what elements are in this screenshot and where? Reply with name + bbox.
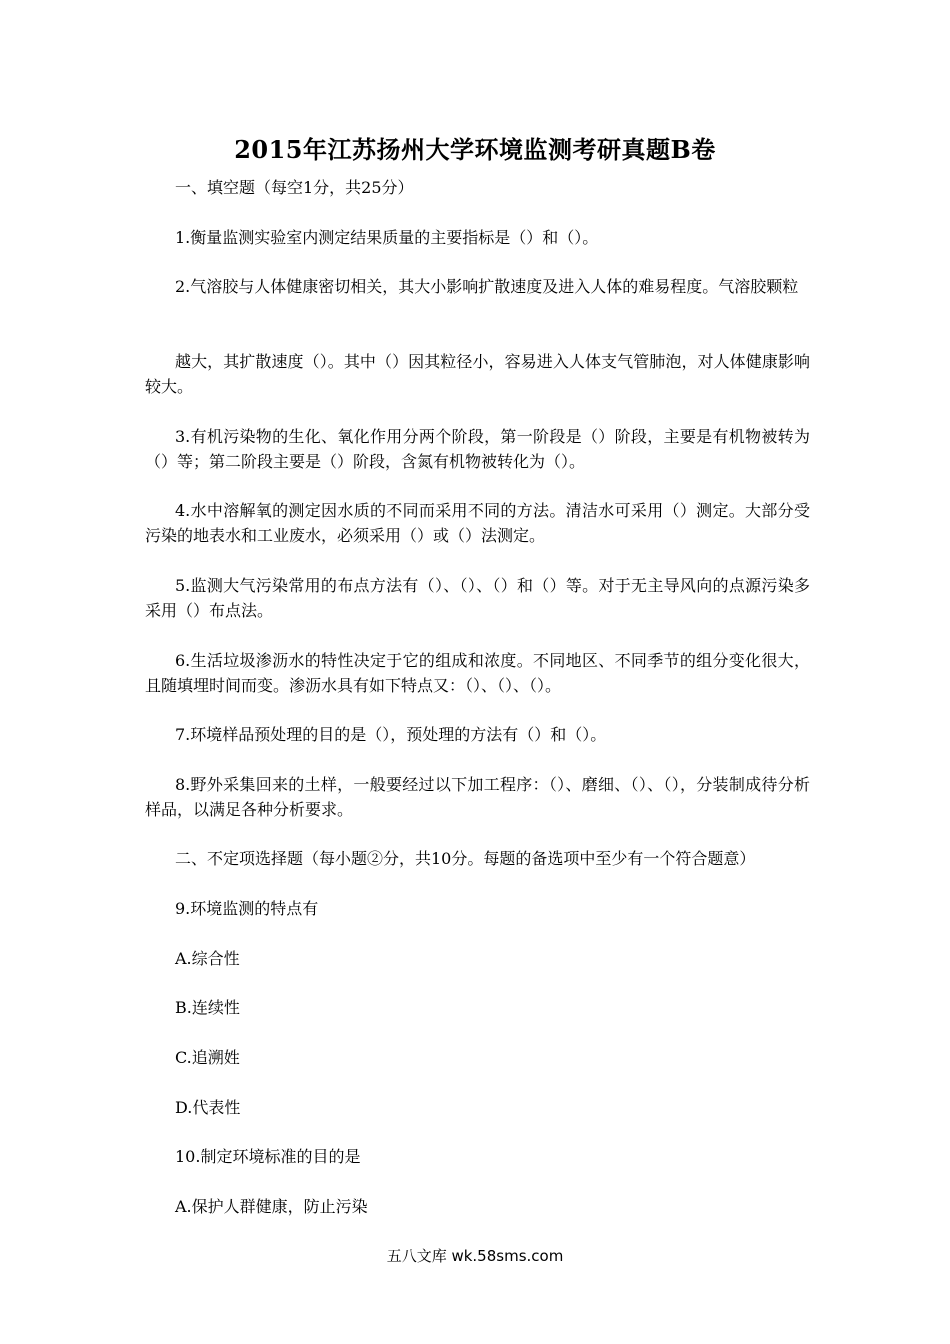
question-9: 9.环境监测的特点有	[175, 899, 319, 918]
question-2-part-1: 2.气溶胶与人体健康密切相关，其大小影响扩散速度及进入人体的难易程度。气溶胶颗粒	[175, 277, 799, 296]
section-heading-fill-in: 一、填空题（每空1分，共25分）	[175, 178, 414, 197]
question-1: 1.衡量监测实验室内测定结果质量的主要指标是（）和（）。	[175, 228, 599, 247]
question-4: 4.水中溶解氧的测定因水质的不同而采用不同的方法。清洁水可采用（）测定。大部分受污染的地表水和工业废水，必须采用（）或（）法测定。	[145, 501, 810, 545]
question-10-option-a: A.保护人群健康，防止污染	[175, 1197, 368, 1216]
question-6: 6.生活垃圾渗沥水的特性决定于它的组成和浓度。不同地区、不同季节的组分变化很大，且随填埋时间而变。渗沥水具有如下特点又：（）、（）、（）。	[145, 651, 810, 695]
question-3: 3.有机污染物的生化、氧化作用分两个阶段，第一阶段是（）阶段，主要是有机物被转为（）等；第二阶段主要是（）阶段，含氮有机物被转化为（）。	[145, 427, 810, 471]
question-9-option-b: B.连续性	[175, 998, 240, 1017]
question-9-option-d: D.代表性	[175, 1098, 241, 1117]
question-2-part-2: 越大，其扩散速度（）。其中（）因其粒径小，容易进入人体支气管肺泡，对人体健康影响较大。	[145, 352, 810, 396]
question-5: 5.监测大气污染常用的布点方法有（）、（）、（）和（）等。对于无主导风向的点源污染多采用（）布点法。	[145, 576, 810, 620]
question-9-option-c: C.追溯姓	[175, 1048, 240, 1067]
page-title: 2015年江苏扬州大学环境监测考研真题B卷	[234, 135, 716, 164]
page-footer-watermark: 五八文库 wk.58sms.com	[386, 1247, 564, 1265]
question-7: 7.环境样品预处理的目的是（），预处理的方法有（）和（）。	[175, 725, 607, 744]
question-10: 10.制定环境标准的目的是	[175, 1147, 361, 1166]
question-8: 8.野外采集回来的土样，一般要经过以下加工程序：（）、磨细、（）、（），分装制成待分析样品，以满足各种分析要求。	[145, 775, 810, 819]
question-9-option-a: A.综合性	[175, 949, 240, 968]
section-heading-multiple-choice: 二、不定项选择题（每小题②分，共10分。每题的备选项中至少有一个符合题意）	[175, 849, 756, 868]
